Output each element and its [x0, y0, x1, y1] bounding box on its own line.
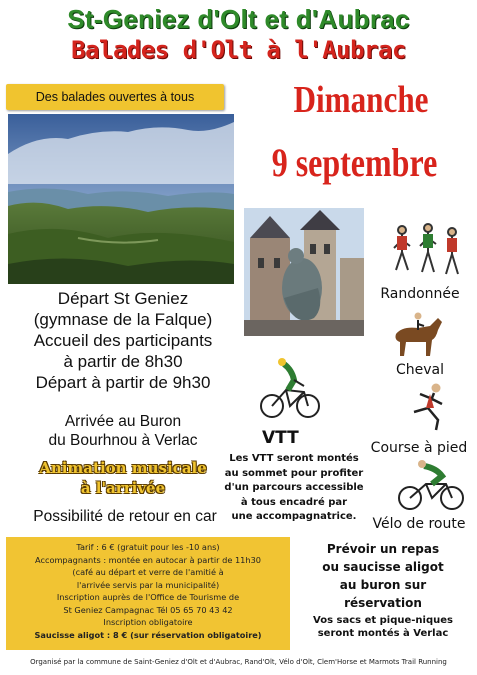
open-to-all-badge: Des balades ouvertes à tous — [6, 84, 224, 110]
meal-line: Prévoir un repas — [326, 542, 440, 556]
vtt-note-line: au sommet pour profiter — [224, 467, 364, 479]
road-cyclist-icon — [396, 456, 468, 512]
vtt-note-line: Les VTT seront montés — [229, 453, 359, 464]
departure-time: Départ à partir de 9h30 — [35, 373, 211, 392]
companions-line: Accompagnants : montée en autocar à partir de 11h30 — [34, 554, 261, 565]
departure-info — [10, 288, 236, 393]
return-bus-note: Possibilité de retour en car — [33, 508, 217, 525]
valley-landscape-photo — [8, 114, 234, 284]
vtt-note-line: à tous encadré par — [240, 496, 348, 508]
meal-line: ou saucisse aligot — [322, 560, 444, 574]
bags-line: Vos sacs et pique-niques — [313, 615, 453, 626]
meal-line: au buron sur — [339, 578, 427, 592]
activity-vtt: VTT — [262, 428, 299, 448]
mountain-biker-icon — [258, 356, 322, 422]
price-line: Tarif : 6 € (gratuit pour les -10 ans) — [76, 542, 220, 552]
poster-title: St-Geniez d'Olt et d'Aubrac — [67, 4, 410, 34]
activity-horse: Cheval — [395, 362, 444, 378]
horse-rider-icon — [388, 312, 448, 358]
poster-subtitle: Balades d'Olt à l'Aubrac — [71, 36, 406, 64]
event-date: 9 septembre — [271, 140, 438, 185]
activity-running: Course à pied — [370, 440, 468, 456]
registration-line: Inscription auprès de l'Office de Tourisme de — [56, 592, 240, 602]
bags-line: seront montés à Verlac — [317, 628, 449, 639]
statue-village-photo — [244, 208, 364, 336]
meal-note — [298, 540, 468, 612]
hikers-icon — [388, 222, 464, 282]
vtt-note-line: une accompagnatrice. — [231, 511, 357, 522]
meal-line: réservation — [344, 596, 422, 610]
practical-info-box — [6, 537, 290, 650]
aligot-price-line: Saucisse aligot : 8 € (sur réservation obligatoire) — [34, 629, 262, 640]
departure-place: Départ St Geniez — [57, 289, 189, 308]
arrival-info — [10, 412, 236, 450]
arrival-detail: du Bourhnou à Verlac — [48, 432, 198, 449]
welcome-time: à partir de 8h30 — [63, 352, 183, 371]
activity-hiking: Randonnée — [380, 286, 460, 302]
vtt-note-line: d'un parcours accessible — [224, 482, 364, 493]
vtt-note — [214, 452, 374, 525]
registration-required: Inscription obligatoire — [103, 617, 193, 627]
bags-note — [298, 614, 468, 640]
runner-icon — [400, 382, 460, 432]
animation-line1: Animation musicale — [39, 459, 207, 477]
municipality-line: l'arrivée servis par la municipalité) — [76, 579, 220, 590]
organizers-footer: Organisé par la commune de Saint-Geniez d'Olt et d'Aubrac, Rand'Olt, Vélo d'Olt, Clem'Horse et Marmots Trail Running — [30, 658, 447, 666]
tourism-office-phone: St Geniez Campagnac Tél 05 65 70 43 42 — [63, 604, 233, 615]
music-animation — [6, 458, 240, 498]
departure-venue: (gymnase de la Falque) — [33, 310, 213, 329]
welcome-label: Accueil des participants — [33, 331, 213, 350]
event-day: Dimanche — [293, 79, 429, 121]
arrival-place: Arrivée au Buron — [64, 413, 182, 430]
coffee-line: (café au départ et verre de l'amitié à — [72, 567, 224, 577]
activity-road-cycling: Vélo de route — [372, 516, 466, 532]
animation-line2: à l'arrivée — [80, 479, 166, 497]
